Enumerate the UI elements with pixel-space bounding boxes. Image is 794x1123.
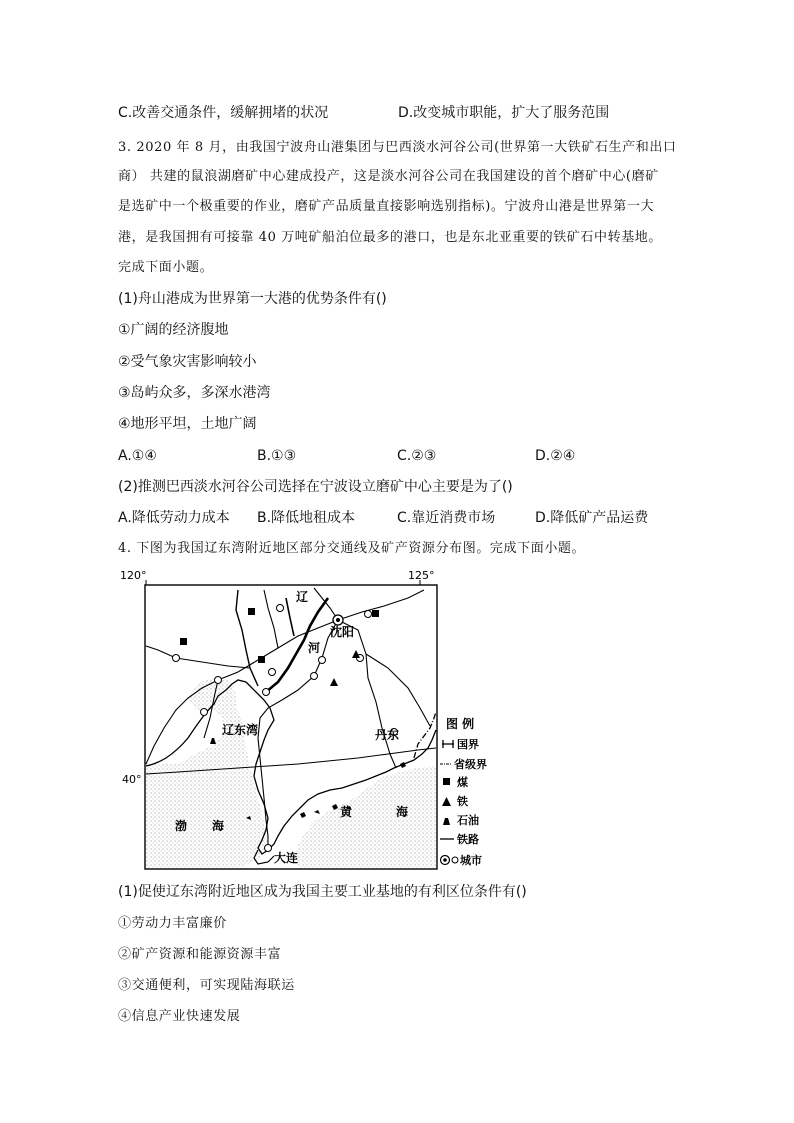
q3-sub1-item-2: ②受气象灾害影响较小 bbox=[118, 354, 257, 370]
legend-oil: 石油 bbox=[457, 814, 479, 827]
q3-sub1-item-1: ①广阔的经济腹地 bbox=[118, 322, 229, 338]
q4-sub1-item-1: ①劳动力丰富廉价 bbox=[118, 916, 227, 931]
legend-railway: 铁路 bbox=[457, 833, 479, 846]
lon-125-label: 125° bbox=[408, 569, 435, 582]
q3-sub2-option-c: C.靠近消费市场 bbox=[397, 510, 496, 526]
q3-stem-line-3: 是选矿中一个极重要的作业，磨矿产品质量直接影响选别指标)。宁波舟山港是世界第一大 bbox=[118, 199, 655, 214]
q3-stem-line-1: 3. 2020 年 8 月，由我国宁波舟山港集团与巴西淡水河谷公司(世界第一大铁矿石生产和出口 bbox=[118, 140, 677, 155]
lon-120-label: 120° bbox=[120, 569, 147, 582]
label-shenyang: 沈阳 bbox=[330, 625, 355, 639]
label-hai-huanghai: 海 bbox=[396, 805, 409, 819]
q3-sub1-option-a: A.①④ bbox=[118, 448, 157, 464]
label-liaodongwan: 辽东湾 bbox=[222, 723, 259, 737]
q3-stem-line-2: 商） 共建的鼠浪湖磨矿中心建成投产，这是淡水河谷公司在我国建设的首个磨矿中心(磨矿 bbox=[118, 169, 659, 184]
q3-sub1-question: (1)舟山港成为世界第一大港的优势条件有() bbox=[118, 291, 387, 307]
q2-option-d: D.改变城市职能，扩大了服务范围 bbox=[398, 105, 610, 121]
liaodong-bay-map bbox=[118, 568, 510, 874]
label-liao: 辽 bbox=[296, 590, 309, 604]
q4-stem: 4. 下图为我国辽东湾附近地区部分交通线及矿产资源分布图。完成下面小题。 bbox=[118, 541, 586, 556]
q4-sub1-item-4: ④信息产业快速发展 bbox=[118, 1009, 241, 1024]
label-bo: 渤 bbox=[175, 819, 188, 833]
legend-iron: 铁 bbox=[457, 795, 468, 808]
q4-sub1-item-2: ②矿产资源和能源资源丰富 bbox=[118, 947, 282, 962]
q3-sub1-option-d: D.②④ bbox=[535, 448, 576, 464]
legend-coal: 煤 bbox=[457, 776, 468, 789]
shenyang-marker bbox=[333, 615, 343, 625]
label-hai-bohai: 海 bbox=[212, 819, 225, 833]
q3-sub1-option-c: C.②③ bbox=[397, 448, 437, 464]
lat-40-label: 40° bbox=[122, 773, 142, 786]
q3-stem-line-5: 完成下面小题。 bbox=[118, 260, 214, 275]
q3-stem-line-4: 港，是我国拥有可接靠 40 万吨矿船泊位最多的港口，也是东北亚重要的铁矿石中转基地。 bbox=[118, 230, 663, 245]
q3-sub2-question: (2)推测巴西淡水河谷公司选择在宁波设立磨矿中心主要是为了() bbox=[118, 479, 513, 495]
q2-option-c: C.改善交通条件，缓解拥堵的状况 bbox=[118, 105, 329, 121]
label-dandong: 丹东 bbox=[375, 728, 400, 742]
legend-city: 城市 bbox=[460, 854, 482, 867]
q3-sub1-item-4: ④地形平坦，土地广阔 bbox=[118, 416, 257, 432]
map-legend bbox=[440, 716, 487, 867]
label-huang: 黄 bbox=[340, 805, 353, 819]
q4-sub1-item-3: ③交通便利，可实现陆海联运 bbox=[118, 978, 295, 993]
legend-provincial-border: 省级界 bbox=[454, 758, 487, 771]
legend-title: 图 例 bbox=[446, 717, 475, 731]
q3-sub1-item-3: ③岛屿众多，多深水港湾 bbox=[118, 385, 271, 401]
legend-national-border: 国界 bbox=[457, 738, 479, 751]
q3-sub1-option-b: B.①③ bbox=[257, 448, 297, 464]
q4-sub1-question: (1)促使辽东湾附近地区成为我国主要工业基地的有利区位条件有() bbox=[118, 884, 527, 900]
q3-sub2-option-b: B.降低地租成本 bbox=[257, 510, 356, 526]
label-dalian: 大连 bbox=[274, 851, 299, 865]
q3-sub2-option-d: D.降低矿产品运费 bbox=[535, 510, 649, 526]
q3-sub2-option-a: A.降低劳动力成本 bbox=[118, 510, 230, 526]
label-he: 河 bbox=[308, 641, 321, 655]
